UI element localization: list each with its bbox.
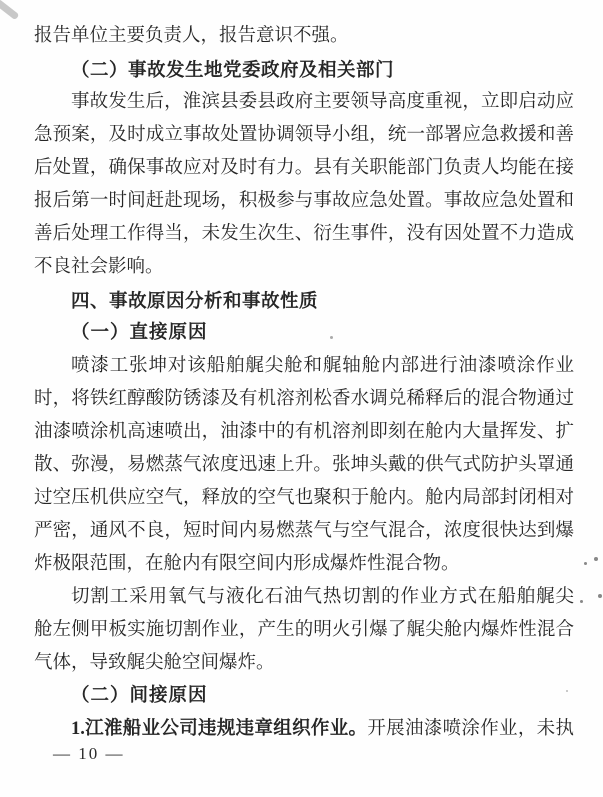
text-line: 过空压机供应空气，释放的空气也聚积于舱内。舱内局部封闭相对 xyxy=(34,488,574,508)
text-line: 急预案，及时成立事故处置协调领导小组，统一部署应急救援和善 xyxy=(34,125,574,145)
text-line: 喷漆工张坤对该船舶艉尖舱和艉轴舱内部进行油漆喷涂作业 xyxy=(71,356,574,376)
bold-lead-sentence: 1.江淮船业公司违规违章组织作业。 xyxy=(71,719,368,739)
text-line: 时，将铁红醇酸防锈漆及有机溶剂松香水调兑稀释后的混合物通过 xyxy=(34,389,574,409)
text-line: 事故发生后，淮滨县委县政府主要领导高度重视，立即启动应 xyxy=(71,92,574,112)
text-line xyxy=(34,713,574,746)
text-block xyxy=(34,20,574,746)
text-line: 切割工采用氧气与液化石油气热切割的作业方式在船舶艉尖 xyxy=(71,587,574,607)
text-line: 后处置，确保事故应对及时有力。县有关职能部门负责人均能在接 xyxy=(34,158,574,178)
section-heading: （二）间接原因 xyxy=(71,686,208,706)
scan-speckle xyxy=(566,690,568,692)
text-line: 开展油漆喷涂作业，未执 xyxy=(367,719,574,739)
section-heading: （二）事故发生地党委政府及相关部门 xyxy=(71,59,395,80)
text-line: 不良社会影响。 xyxy=(34,257,164,277)
page-number: — 10 — xyxy=(53,744,125,763)
scan-speckle xyxy=(598,594,602,598)
section-heading: （一）直接原因 xyxy=(71,323,208,343)
section-heading: 四、事故原因分析和事故性质 xyxy=(71,290,319,311)
text-line: 善后处理工作得当，未发生次生、衍生事件，没有因处置不力造成 xyxy=(34,224,574,244)
text-line: 报后第一时间赶赴现场，积极参与事故应急处置。事故应急处置和 xyxy=(34,191,574,211)
text-line: 炸极限范围，在舱内有限空间内形成爆炸性混合物。 xyxy=(34,554,460,574)
scan-speckle xyxy=(330,336,333,339)
text-line: 严密，通风不良，短时间内易燃蒸气与空气混合，浓度很快达到爆 xyxy=(34,521,574,541)
text-line: 油漆喷涂机高速喷出，油漆中的有机溶剂即刻在舱内大量挥发、扩 xyxy=(34,422,574,442)
text-line: 气体，导致艉尖舱空间爆炸。 xyxy=(34,653,275,673)
scan-speckle xyxy=(584,562,587,565)
scan-speckle xyxy=(594,557,598,561)
text-line: 散、弥漫，易燃蒸气浓度迅速上升。张坤头戴的供气式防护头罩通 xyxy=(34,455,574,475)
scan-speckle xyxy=(580,600,583,603)
text-line: 舱左侧甲板实施切割作业，产生的明火引爆了艉尖舱内爆炸性混合 xyxy=(34,620,574,640)
scan-smudge xyxy=(0,0,19,20)
text-line: 报告单位主要负责人，报告意识不强。 xyxy=(34,26,349,46)
